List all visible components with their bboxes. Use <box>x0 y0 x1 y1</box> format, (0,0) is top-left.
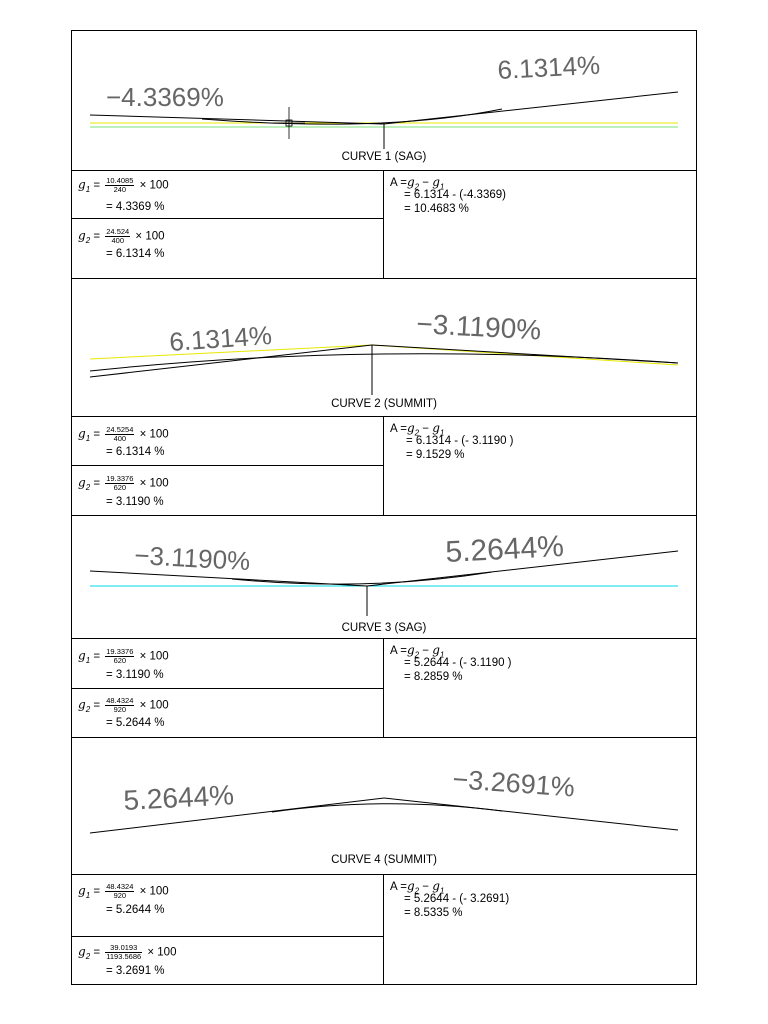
curve-2-algebraic-difference <box>390 421 514 463</box>
times-100: × 100 <box>139 477 169 490</box>
curve-1-diagram <box>72 31 696 171</box>
curve-4-grade-column <box>72 875 384 984</box>
curve-3-g2-equation <box>78 697 169 714</box>
subscript: 2 <box>85 482 91 492</box>
curve-2-g2-equation <box>78 475 169 492</box>
curve-2-a-formula <box>390 421 514 438</box>
fraction <box>105 697 134 714</box>
curve-4-grade-left: 5.2644% <box>122 779 235 816</box>
subscript: 2 <box>85 235 91 245</box>
subscript: 1 <box>85 890 91 900</box>
curve-2-grade-column <box>72 417 384 515</box>
curve-2-a-result: = 9.1529 % <box>406 449 465 461</box>
g-symbol: g <box>432 643 440 657</box>
a-label: A = <box>390 177 407 189</box>
curve-3-g1-equation <box>78 648 169 665</box>
curve-4-a-result: = 8.5335 % <box>404 907 463 919</box>
curve-3-grade-right: 5.2644% <box>444 529 565 569</box>
equals-sign: = <box>93 885 101 898</box>
subscript: 1 <box>439 886 445 896</box>
times-100: × 100 <box>139 428 169 441</box>
denominator: 620 <box>113 483 127 492</box>
minus-sign: − <box>422 177 430 189</box>
curve-4-g2-cell <box>72 937 383 984</box>
g-symbol: g <box>78 697 86 712</box>
curve-3-a-formula <box>390 643 512 660</box>
curve-1-caption: CURVE 1 (SAG) <box>341 151 427 163</box>
curve-3-grade-left: −3.1190% <box>133 540 252 577</box>
curve-3-g1-cell <box>72 639 383 689</box>
curve-2-g2-result: = 3.1190 % <box>106 496 164 508</box>
curve-1-g1-result: = 4.3369 % <box>106 201 165 213</box>
fraction <box>105 177 134 194</box>
curve-4-vertical-curve <box>272 804 502 812</box>
g-symbol: g <box>78 883 86 898</box>
numerator: 48.4324 <box>106 882 134 891</box>
g-symbol: g <box>406 879 415 893</box>
curve-2-figure <box>72 279 696 417</box>
g-symbol: g <box>78 228 86 243</box>
denominator: 400 <box>113 434 127 443</box>
subscript: 2 <box>85 704 91 714</box>
curve-3-g2-cell <box>72 689 383 737</box>
curve-1-grade-right: 6.1314% <box>496 49 601 85</box>
numerator: 39.0193 <box>105 944 142 953</box>
curve-1-calculations <box>72 171 696 279</box>
curve-1-g2-result: = 6.1314 % <box>106 248 165 260</box>
curve-1-figure <box>72 31 696 171</box>
a-label: A = <box>390 645 407 657</box>
fraction <box>105 883 134 900</box>
curve-4-figure <box>72 738 696 875</box>
minus-sign: − <box>422 423 430 435</box>
curve-3-algebraic-difference <box>390 643 512 685</box>
fraction <box>105 426 134 443</box>
subscript: 1 <box>85 433 91 443</box>
curve-1-g1-cell <box>72 171 383 219</box>
denominator: 920 <box>113 705 127 714</box>
subscript: 1 <box>439 650 445 660</box>
curve-2-diagram <box>72 279 696 417</box>
equals-sign: = <box>93 477 101 490</box>
curve-4-grade-right: −3.2691% <box>451 764 576 803</box>
fraction <box>105 944 142 961</box>
numerator: 10.4085 <box>106 176 134 185</box>
curve-3-g2-result: = 5.2644 % <box>106 717 165 729</box>
curve-1-grade-left: −4.3369% <box>106 82 224 112</box>
numerator: 24.524 <box>106 227 130 236</box>
denominator: 920 <box>113 891 127 900</box>
curve-4-tangent-right <box>384 798 678 830</box>
numerator: 48.4324 <box>106 696 134 705</box>
g-symbol: g <box>78 648 86 663</box>
curve-1-tangent-right <box>384 92 678 124</box>
subscript: 1 <box>439 428 445 438</box>
curve-3-vertical-curve <box>232 572 492 584</box>
numerator: 19.3376 <box>106 647 134 656</box>
curve-1-a-substitution: = 6.1314 - (-4.3369) <box>404 189 506 201</box>
g-symbol: g <box>406 175 415 189</box>
curve-4-g2-equation <box>78 944 176 961</box>
curve-4-a-formula <box>390 879 509 896</box>
a-label: A = <box>390 881 407 893</box>
curve-1-g1-equation <box>78 177 169 194</box>
denominator: 400 <box>111 236 124 245</box>
denominator: 240 <box>113 185 127 194</box>
subscript: 2 <box>414 650 420 660</box>
subscript: 1 <box>85 184 91 194</box>
numerator: 24.5254 <box>106 425 134 434</box>
g-symbol: g <box>78 475 86 490</box>
curve-1-algebraic-difference <box>390 175 506 217</box>
a-label: A = <box>390 423 407 435</box>
curve-2-grade-left: 6.1314% <box>168 319 273 357</box>
curve-3-figure <box>72 516 696 639</box>
times-100: × 100 <box>139 179 169 192</box>
fraction <box>105 648 134 665</box>
curve-2-a-substitution: = 6.1314 - (- 3.1190 ) <box>406 435 514 447</box>
curve-1-a-result: = 10.4683 % <box>404 203 469 215</box>
curve-3-caption: CURVE 3 (SAG) <box>341 622 427 634</box>
curve-1-vertical-curve <box>202 109 502 124</box>
subscript: 2 <box>414 886 420 896</box>
numerator: 19.3376 <box>106 474 134 483</box>
equals-sign: = <box>93 230 101 243</box>
g-symbol: g <box>432 175 440 189</box>
curve-2-g1-equation <box>78 426 169 443</box>
curve-2-calculations <box>72 417 696 516</box>
curve-3-calculations <box>72 639 696 738</box>
curve-1-g2-cell <box>72 219 383 278</box>
curve-3-grade-column <box>72 639 384 737</box>
g-symbol: g <box>406 421 415 435</box>
denominator: 1193.5686 <box>106 952 142 961</box>
subscript: 1 <box>439 182 445 192</box>
curve-2-g1-result: = 6.1314 % <box>106 446 165 458</box>
equals-sign: = <box>93 179 101 192</box>
minus-sign: − <box>422 645 430 657</box>
times-100: × 100 <box>139 650 169 663</box>
curve-3-g1-result: = 3.1190 % <box>106 669 164 681</box>
equals-sign: = <box>93 650 101 663</box>
document-frame <box>71 30 697 985</box>
curve-4-algebraic-difference <box>390 879 509 921</box>
curve-2-g1-cell <box>72 417 383 466</box>
curve-2-caption: CURVE 2 (SUMMIT) <box>331 398 437 410</box>
g-symbol: g <box>432 421 440 435</box>
times-100: × 100 <box>147 946 177 959</box>
subscript: 1 <box>85 655 91 665</box>
fraction <box>105 475 134 492</box>
curve-1-g2-equation <box>78 228 165 245</box>
times-100: × 100 <box>135 230 165 243</box>
g-symbol: g <box>78 177 86 192</box>
curve-1-grade-column <box>72 171 384 278</box>
curve-4-a-substitution: = 5.2644 - (- 3.2691) <box>404 893 510 905</box>
curve-2-g2-cell <box>72 466 383 515</box>
times-100: × 100 <box>139 885 169 898</box>
curve-3-diagram <box>72 516 696 639</box>
curve-4-caption: CURVE 4 (SUMMIT) <box>331 854 437 866</box>
subscript: 2 <box>414 182 420 192</box>
denominator: 620 <box>113 656 127 665</box>
equals-sign: = <box>93 946 101 959</box>
curve-4-calculations <box>72 875 696 984</box>
curve-3-a-substitution: = 5.2644 - (- 3.1190 ) <box>404 657 512 669</box>
subscript: 2 <box>85 951 91 961</box>
fraction <box>105 228 130 245</box>
curve-3-a-result: = 8.2859 % <box>404 671 463 683</box>
curve-4-g2-result: = 3.2691 % <box>106 965 165 977</box>
subscript: 2 <box>414 428 420 438</box>
g-symbol: g <box>78 944 86 959</box>
curve-4-g1-equation <box>78 883 169 900</box>
g-symbol: g <box>406 643 415 657</box>
equals-sign: = <box>93 699 101 712</box>
g-symbol: g <box>432 879 440 893</box>
g-symbol: g <box>78 426 86 441</box>
minus-sign: − <box>422 881 430 893</box>
curve-4-g1-cell <box>72 875 383 937</box>
times-100: × 100 <box>139 699 169 712</box>
equals-sign: = <box>93 428 101 441</box>
curve-2-grade-right: −3.1190% <box>415 308 542 346</box>
curve-4-g1-result: = 5.2644 % <box>106 904 165 916</box>
curve-1-a-formula <box>390 175 506 192</box>
